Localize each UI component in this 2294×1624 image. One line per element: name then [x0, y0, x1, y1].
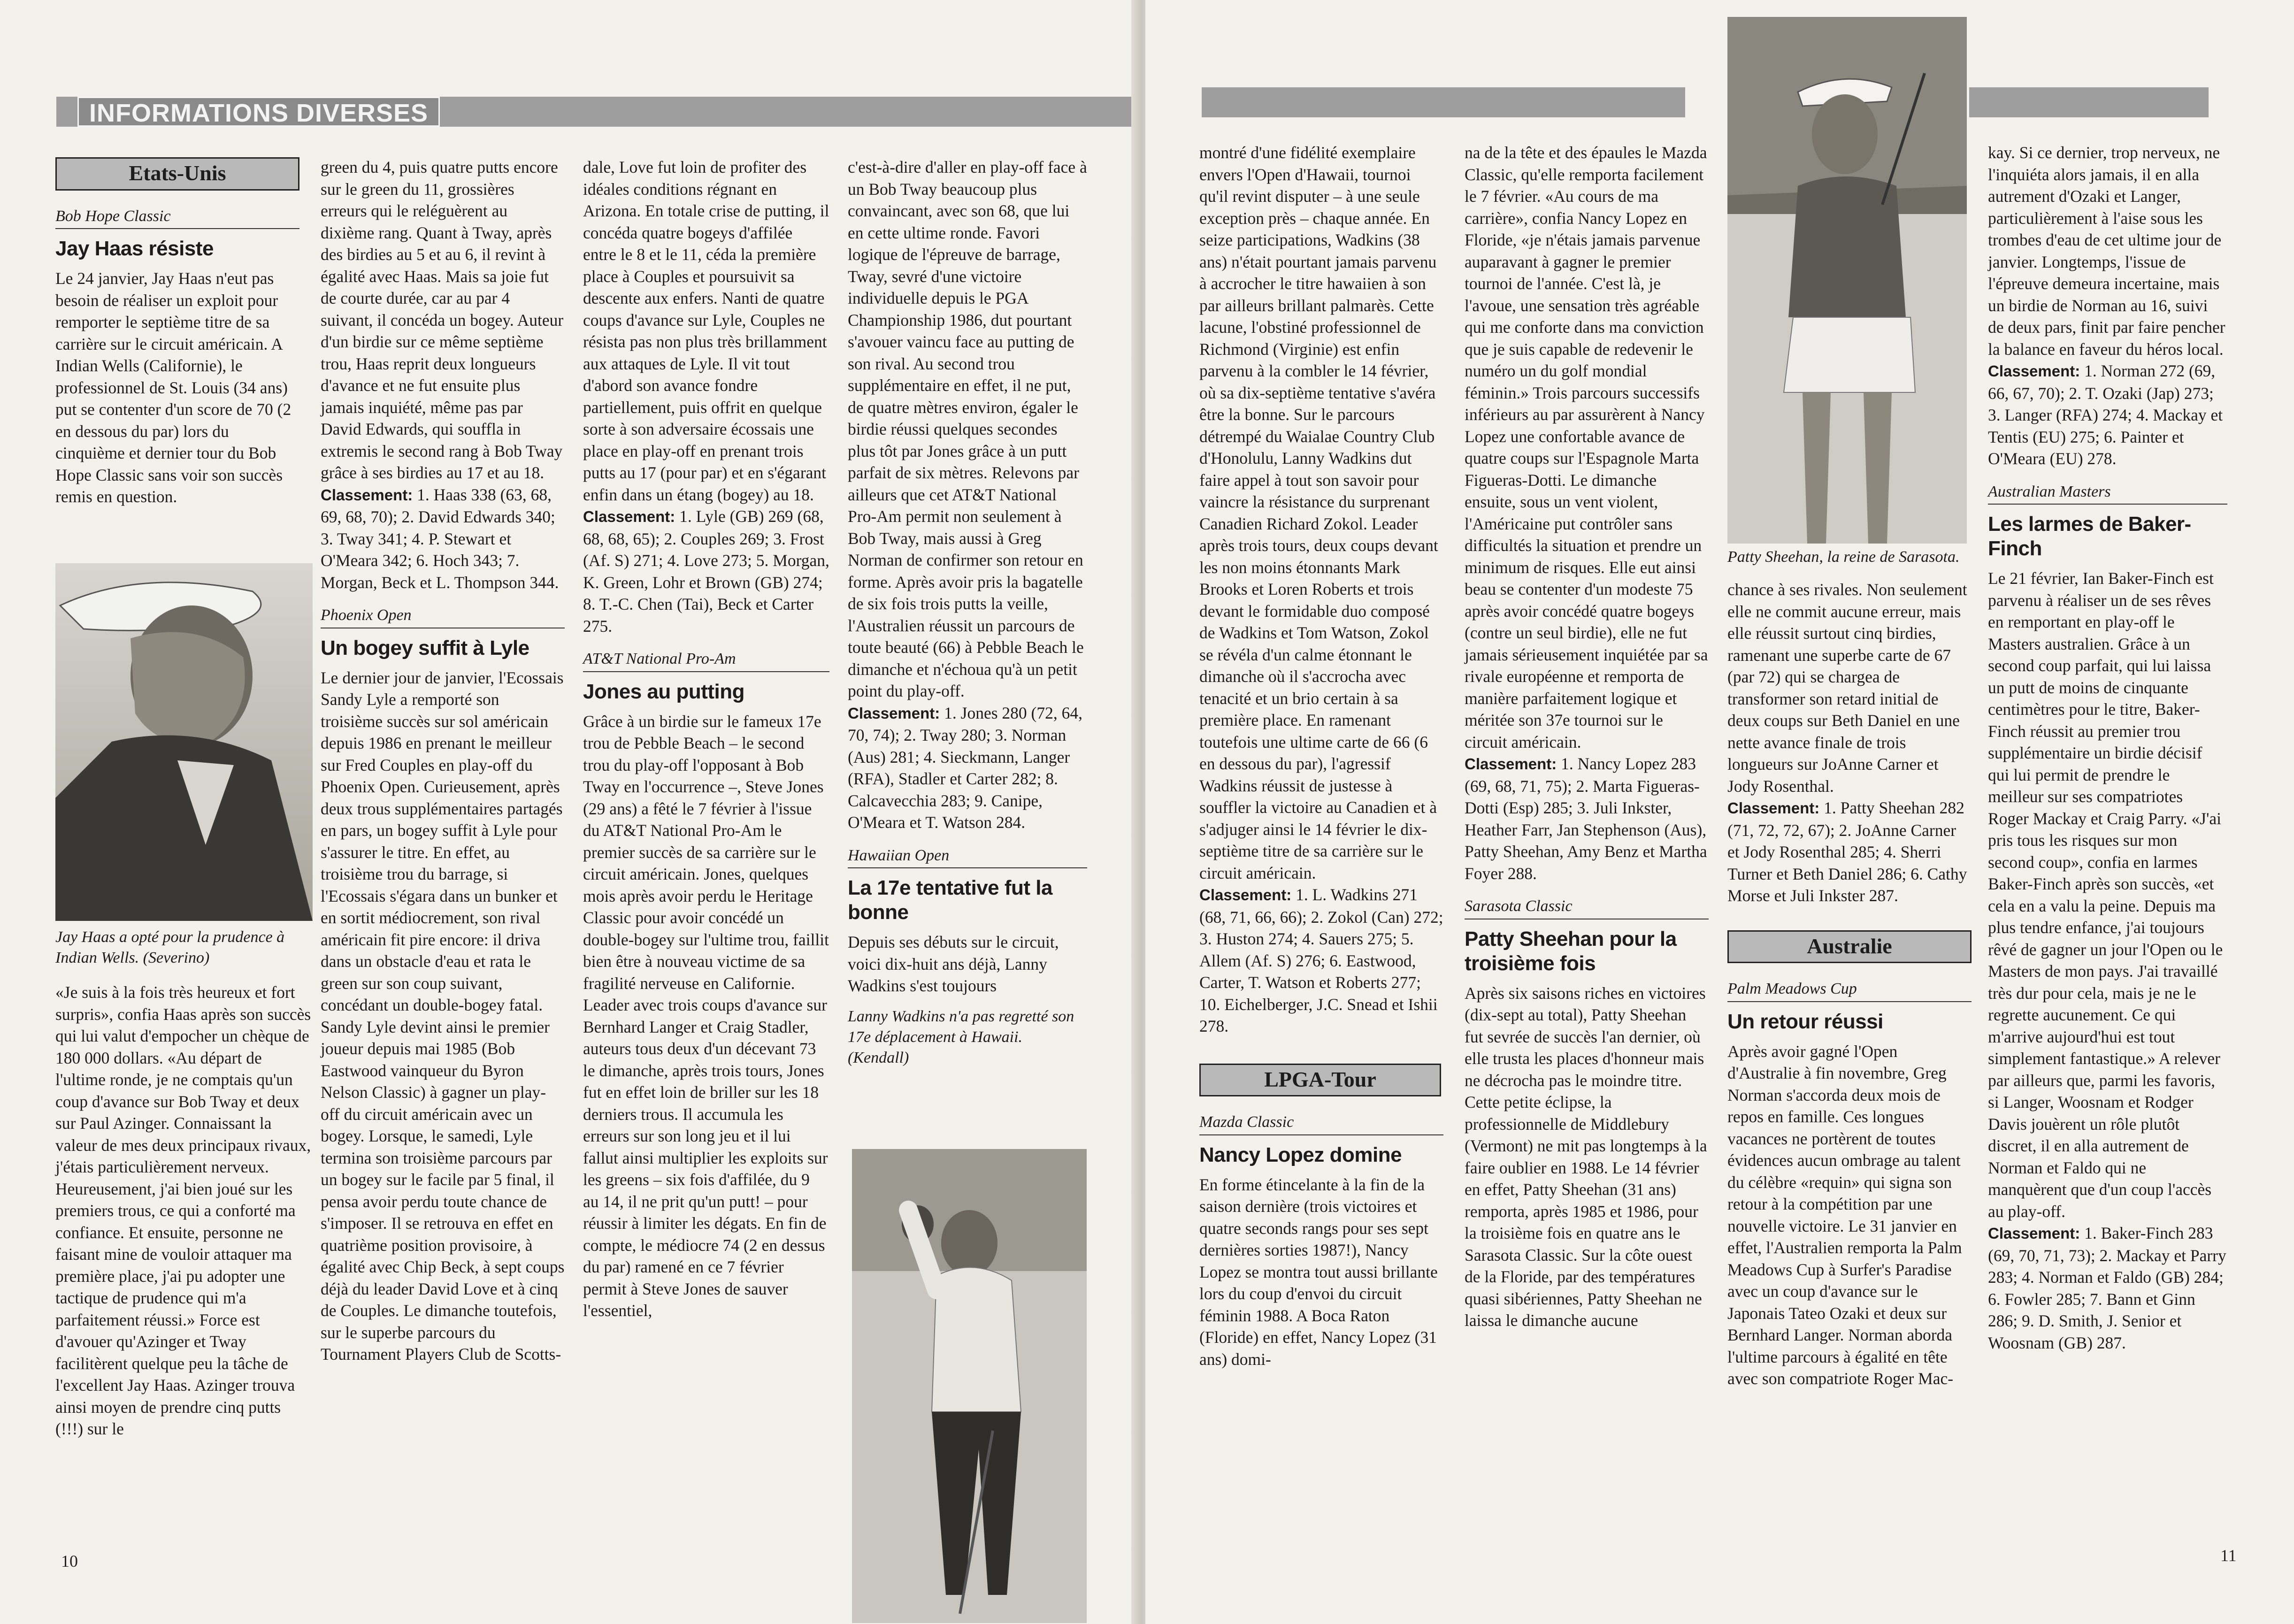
classement-text: 1. L. Wadkins 271 (68, 71, 66, 66); 2. Zokol (Can) 272; 3. Huston 274; 4. Sauers 275; 5. Allem (Af. S) 276; 6. Eastwood, Carter, T. Watson et Roberts 277; 10. Eichelberger, J.C. Snead et Ishii 278.: [1199, 885, 1443, 1035]
classement-text: 1. Jones 280 (72, 64, 70, 74); 2. Tway 280; 3. Norman (Aus) 281; 4. Sieckmann, Langer (RFA), Stadler et Carter 282; 8. Calcavecchia 283; 9. Canipe, O'Meara et T. Watson 284.: [848, 703, 1082, 832]
right-col-4: [1988, 142, 2227, 1354]
rubric-australian-masters: Australian Masters: [1988, 481, 2227, 505]
photo-patty-sheehan: [1727, 17, 1967, 544]
headline-hawaii: La 17e tentative fut la bonne: [848, 876, 1052, 924]
headline-baker-finch: Les larmes de Baker-Finch: [1988, 513, 2191, 560]
classement-label: Classement:: [1988, 362, 2080, 380]
headline-lopez: Nancy Lopez domine: [1199, 1143, 1402, 1166]
photo-jay-haas: [55, 563, 313, 921]
rubric-phoenix: Phoenix Open: [321, 605, 565, 628]
section-band: [1202, 87, 1685, 117]
right-page: [1145, 0, 2294, 1624]
heading-etats-unis: Etats-Unis: [55, 157, 299, 191]
classement-text: 1. Patty Sheehan 282 (71, 72, 72, 67); 2. JoAnne Carner et Jody Rosenthal 285; 4. Sherri Turner et Beth Daniel 286; 6. Cathy Morse et Juli Inkster 287.: [1727, 798, 1967, 905]
classement-label: Classement:: [1727, 799, 1820, 817]
right-col-3: [1727, 547, 1972, 1390]
article-body: Après avoir gagné l'Open d'Australie à fin novembre, Greg Norman s'accorda deux mois de repos en famille. Ces longues vacances ne portèrent de toutes évidences aucun ombrage au talent du célèbre «requin» qui signa son retour à la compétition par une nouvelle victoire. Le 31 janvier en effet, l'Australien remporta la Palm Meadows Cup à Surfer's Paradise avec un coup d'avance sur le Japonais Tateo Ozaki et deux sur Bernhard Langer. Norman aborda l'ultime parcours à égalité en tête avec son compatriote Roger Mac-: [1727, 1042, 1962, 1388]
classement-text: 1. Haas 338 (63, 68, 69, 68, 70); 2. David Edwards 340; 3. Tway 341; 4. P. Stewart et O'Meara 342; 6. Hoch 343; 7. Morgan, Beck et L. Thompson 344.: [321, 485, 559, 592]
article-body: kay. Si ce dernier, trop nerveux, ne l'inquiéta alors jamais, il en alla autrement d'Ozaki et Langer, particulièrement à l'aise sous les trombes d'eau de cet ultime jour de janvier. Longtemps, l'issue de l'épreuve demeura incertaine, mais un birdie de Norman au 16, suivi de deux pars, finit par faire pencher la balance en faveur du héros local.: [1988, 143, 2225, 359]
rubric-bob-hope: Bob Hope Classic: [55, 206, 299, 230]
page-number-left: 10: [61, 1552, 78, 1570]
classement-label: Classement:: [1465, 755, 1557, 773]
section-title: INFORMATIONS DIVERSES: [77, 97, 440, 127]
article-body: Le dernier jour de janvier, l'Ecossais Sandy Lyle a remporté son troisième succès sur sol américain depuis 1986 en prenant le meilleur sur Fred Couples en play-off du Phoenix Open. Curieusement, après deux trous supplémentaires partagés en pars, un bogey suffit à Lyle pour s'assurer le titre. En effet, au troisième trou du barrage, si l'Ecossais s'égara dans un bunker et en sortit médiocrement, son rival américain fit pire encore: il driva dans un obstacle d'eau et rata le green sur son coup suivant, concédant un double-bogey fatal. Sandy Lyle devint ainsi le premier joueur depuis mai 1985 (Bob Eastwood vainqueur du Byron Nelson Classic) à gagner un play-off du circuit américain avec un bogey. Lorsque, le samedi, Lyle termina son troisième parcours par un bogey sur le facile par 5 final, il pensa avoir perdu toute chance de s'imposer. Il se retrouva en effet en quatrième position provisoire, à égalité avec Chip Beck, à sept coups déjà du leader David Love et à cinq de Couples. Le dimanche toutefois, sur le superbe parcours du Tournament Players Club de Scotts-: [321, 668, 565, 1364]
article-body: Après six saisons riches en victoires (dix-sept au total), Patty Sheehan fut sevrée de succès l'an dernier, où elle trusta les places d'honneur mais ne décrocha pas le moindre titre. Cette petite éclipse, la professionnelle de Middlebury (Vermont) ne mit pas longtemps à la faire oublier en 1988. Le 14 février en effet, Patty Sheehan (31 ans) remporta, après 1985 et 1986, pour la troisième fois en quatre ans le Sarasota Classic. Sur la côte ouest de la Floride, par des températures quasi sibériennes, Patty Sheehan ne laissa le dimanche aucune: [1465, 983, 1707, 1330]
classement-label: Classement:: [1199, 886, 1292, 904]
classement-text: 1. Lyle (GB) 269 (68, 68, 68, 65); 2. Couples 269; 3. Frost (Af. S) 271; 4. Love 273; 5. Morgan, K. Green, Lohr et Brown (GB) 274; 8. T.-C. Chen (Tai), Beck et Carter 275.: [583, 507, 829, 636]
section-band: [1969, 87, 2209, 117]
right-col-2: [1465, 142, 1709, 1332]
classement-label: Classement:: [848, 704, 940, 722]
headline-sheehan: Patty Sheehan pour la troisième fois: [1465, 927, 1677, 975]
right-col-1: [1199, 142, 1443, 1370]
caption-jay-haas: Jay Haas a opté pour la prudence à Indian Wells. (Severino): [55, 928, 285, 966]
classement-label: Classement:: [321, 486, 413, 504]
left-col-4: [848, 156, 1087, 1068]
classement-text: 1. Nancy Lopez 283 (69, 68, 71, 75); 2. Marta Figueras-Dotti (Esp) 285; 3. Juli Inkster, Heather Farr, Jan Stephenson (Aus), Patty Sheehan, Amy Benz et Martha Foyer 288.: [1465, 754, 1707, 883]
heading-australie: Australie: [1727, 930, 1972, 964]
article-body: Le 24 janvier, Jay Haas n'eut pas besoin de réaliser un exploit pour remporter le septième titre de sa carrière sur le circuit américain. A Indian Wells (Californie), le professionnel de St. Louis (34 ans) put se contenter d'un score de 70 (2 en dessous du par) lors du cinquième et dernier tour du Bob Hope Classic sans voir son succès remis en question.: [55, 269, 292, 506]
headline-norman: Un retour réussi: [1727, 1010, 1883, 1033]
page-number-right: 11: [2220, 1546, 2237, 1565]
rubric-hawaii: Hawaiian Open: [848, 845, 1087, 869]
rubric-palm-meadows: Palm Meadows Cup: [1727, 978, 1972, 1002]
headline-jones: Jones au putting: [583, 680, 744, 703]
article-body: c'est-à-dire d'aller en play-off face à un Bob Tway beaucoup plus convaincant, avec son 68, que lui en cette ultime ronde. Favori logique de l'épreuve de barrage, Tway, sevré d'une victoire individuelle depuis le PGA Championship 1986, dut pourtant s'avouer vaincu face au putting de son rival. Au second trou supplémentaire en effet, il ne put, de quatre mètres environ, égaler le birdie réussi quelques secondes plus tôt par Jones grâce à un putt parfait de six mètres. Relevons par ailleurs que cet AT&T National Pro-Am permit non seulement à Bob Tway, mais aussi à Greg Norman de confirmer son retour en forme. Après avoir pris la bagatelle de six fois trois putts la veille, l'Australien réussit un parcours de toute beauté (66) à Pebble Beach le dimanche et n'échoua qu'à un petit point du play-off.: [848, 158, 1087, 700]
article-body: Le 21 février, Ian Baker-Finch est parvenu à réaliser un de ses rêves en remportant en play-off le Masters australien. Grâce à un second coup parfait, qui lui laissa un putt de moins de cinquante centimètres pour le titre, Baker-Finch réussit au premier trou supplémentaire un birdie décisif qui lui permit de prendre le meilleur sur ses compatriotes Roger Mackay et Craig Parry. «J'ai pris tous les risques sur mon second coup», confia en larmes Baker-Finch après son succès, «et cela en a valu la peine. Depuis ma plus tendre enfance, j'ai toujours rêvé de gagner un jour l'Open ou le Masters de mon pays. J'ai travaillé très dur pour cela, mais je ne le regrette aucunement. Ce qui m'arrive aujourd'hui est tout simplement fantastique.» A relever par ailleurs que, parmi les favoris, si Langer, Woosnam et Rodger Davis jouèrent un rôle plutôt discret, il en alla autrement de Norman et Faldo qui ne manquèrent que d'un coup l'accès au play-off.: [1988, 569, 2223, 1221]
article-body: na de la tête et des épaules le Mazda Classic, qu'elle remporta facilement le 7 février. «Au cours de ma carrière», confia Nancy Lopez en Floride, «je n'étais jamais parvenue auparavant à gagner le premier tournoi de l'année. C'est là, je l'avoue, une sensation très agréable qui me conforte dans ma conviction que je suis capable de redevenir le numéro un du golf mondial féminin.» Trois parcours successifs inférieurs au par assurèrent à Nancy Lopez une confortable avance de quatre coups sur l'Espagnole Marta Figueras-Dotti. Le dimanche ensuite, sous un vent violent, l'Américaine put contrôler sans difficultés la situation et prendre un minimum de risques. Elle eut ainsi beau se contenter d'un modeste 75 après avoir concédé quatre bogeys (contre un seul birdie), elle ne fut jamais sérieusement inquiétée par sa rivale européenne et remporta de manière parfaitement logique et méritée son 37e tournoi sur le circuit américain.: [1465, 143, 1708, 751]
headline-lyle: Un bogey suffit à Lyle: [321, 636, 529, 659]
article-body: montré d'une fidélité exemplaire envers l'Open d'Hawaii, tournoi qu'il revint disputer – à une seule exception près – chaque année. En seize participations, Wadkins (38 ans) n'était pourtant jamais parvenu à accrocher le titre hawaiien à son par ailleurs brillant palmarès. Cette lacune, l'obstiné professionnel de Richmond (Virginie) est enfin parvenu à la combler le 14 février, où sa dix-septième tentative s'avéra être la bonne. Sur le parcours détrempé du Waialae Country Club d'Honolulu, Lanny Wadkins dut faire appel à tout son savoir pour vaincre la résistance du surprenant Canadien Richard Zokol. Leader après trois tours, deux coups devant les non moins étonnants Mark Brooks et Loren Roberts et trois devant le formidable duo composé de Wadkins et Tom Watson, Zokol se révéla d'un calme étonnant le dimanche où il s'accrocha avec tenacité et un brio certain à sa première place. En ramenant toutefois une ultime carte de 66 (6 en dessous du par), l'agressif Wadkins réussit de justesse à souffler la victoire au Canadien et à s'adjuger ainsi le 14 février le dix-septième titre de sa carrière sur le circuit américain.: [1199, 143, 1438, 882]
article-body: green du 4, puis quatre putts encore sur le green du 11, grossières erreurs qui le reléguèrent au dixième rang. Quant à Tway, après des birdies au 5 et au 6, il revint à égalité avec Haas. Mais sa joie fut de courte durée, car au par 4 suivant, il concéda un bogey. Auteur d'un birdie sur ce même septième trou, Haas reprit deux longueurs d'avance et ne fut ensuite plus jamais inquiété, même pas par David Edwards, qui souffla in extremis le second rang à Bob Tway grâce à ses birdies au 17 et au 18.: [321, 158, 564, 482]
photo-lanny-wadkins: [852, 1149, 1087, 1623]
article-body: En forme étincelante à la fin de la saison dernière (trois victoires et quatre seconds rangs pour ses sept dernières sorties 1987!), Nancy Lopez se montra tout aussi brillante lors du coup d'envoi du circuit féminin 1988. A Boca Raton (Floride) en effet, Nancy Lopez (31 ans) domi-: [1199, 1175, 1438, 1369]
left-col-2: [321, 156, 565, 1365]
left-col-3: [583, 156, 829, 1322]
article-body: dale, Love fut loin de profiter des idéales conditions régnant en Arizona. En totale crise de putting, il concéda quatre bogeys d'affilée entre le 8 et le 11, céda la première place à Couples et poursuivit sa descente aux enfers. Nanti de quatre coups d'avance sur Lyle, Couples ne résista pas non plus très brillamment aux attaques de Lyle. Il vit tout d'abord son avance fondre partiellement, puis offrit en quelque sorte à son adversaire écossais une place en play-off en prenant trois putts au 17 (pour par) et en s'égarant enfin dans un étang (bogey) au 18.: [583, 158, 829, 504]
article-body: Grâce à un birdie sur le fameux 17e trou de Pebble Beach – le second trou du play-off l'opposant à Bob Tway en l'occurrence –, Steve Jones (29 ans) a fêté le 7 février à l'issue du AT&T National Pro-Am le premier succès de sa carrière sur le circuit américain. Jones, quelques mois après avoir perdu le Heritage Classic pour avoir concédé un double-bogey sur l'ultime trou, faillit bien être à nouveau victime de sa fragilité nerveuse en Californie. Leader avec trois coups d'avance sur Bernhard Langer et Craig Stadler, auteurs tous deux d'un décevant 73 le dimanche, après trois tours, Jones fut en effet loin de briller sur les 18 derniers trous. Il accumula les erreurs sur son long jeu et il lui fallut ainsi multiplier les exploits sur les greens – six fois d'affilée, du 9 au 14, il ne prit qu'un putt! – pour réussir à limiter les dégats. En fin de compte, le médiocre 74 (2 en dessus du par) ramené en ce 7 février permit à Steve Jones de sauver l'essentiel,: [583, 712, 829, 1320]
article-body: Depuis ses débuts sur le circuit, voici dix-huit ans déjà, Lanny Wadkins s'est toujours: [848, 933, 1059, 995]
caption-sheehan: Patty Sheehan, la reine de Sarasota.: [1727, 548, 1960, 566]
left-col-1b: [55, 927, 313, 1440]
caption-wadkins: Lanny Wadkins n'a pas regretté son 17e déplacement à Hawaii. (Kendall): [848, 1007, 1074, 1066]
rubric-att: AT&T National Pro-Am: [583, 648, 829, 672]
rubric-mazda: Mazda Classic: [1199, 1111, 1443, 1135]
article-body: chance à ses rivales. Non seulement elle ne commit aucune erreur, mais elle réussit surtout cinq birdies, ramenant une superbe carte de 67 (par 72) qui se chargea de transformer son retard initial de deux coups sur Beth Daniel en une nette avance finale de trois longueurs sur JoAnne Carner et Jody Rosenthal.: [1727, 580, 1967, 796]
rubric-sarasota: Sarasota Classic: [1465, 896, 1709, 919]
classement-label: Classement:: [1988, 1225, 2080, 1242]
classement-text: 1. Baker-Finch 283 (69, 70, 71, 73); 2. Mackay et Parry 283; 4. Norman et Faldo (GB) 284; 6. Fowler 285; 7. Bann et Ginn 286; 9. D. Smith, J. Senior et Woosnam (GB) 287.: [1988, 1224, 2226, 1352]
heading-lpga: LPGA-Tour: [1199, 1064, 1441, 1097]
classement-label: Classement:: [583, 508, 675, 525]
article-body: «Je suis à la fois très heureux et fort surpris», confia Haas après son succès qui lui valut d'empocher un chèque de 180 000 dollars. «Au départ de l'ultime ronde, je ne comptais qu'un coup d'avance sur Bob Tway et deux sur Paul Azinger. Connaissant la valeur de mes deux principaux rivaux, j'étais particulièrement nerveux. Heureusement, j'ai bien joué sur les premiers trous, ce qui a conforté ma confiance. Et ensuite, personne ne faisant mine de vouloir attaquer ma première place, j'ai pu adopter une tactique de prudence qui m'a parfaitement réussi.» Force est d'avouer qu'Azinger et Tway facilitèrent quelque peu la tâche de l'excellent Jay Haas. Azinger trouva ainsi moyen de prendre cinq putts (!!!) sur le: [55, 983, 311, 1438]
headline-jay-haas: Jay Haas résiste: [55, 237, 214, 260]
classement-text: 1. Norman 272 (69, 66, 67, 70); 2. T. Ozaki (Jap) 273; 3. Langer (RFA) 274; 4. Mackay et Tentis (EU) 275; 6. Painter et O'Meara (EU) 278.: [1988, 361, 2223, 468]
left-col-1: [55, 156, 299, 508]
left-page: [0, 0, 1136, 1624]
